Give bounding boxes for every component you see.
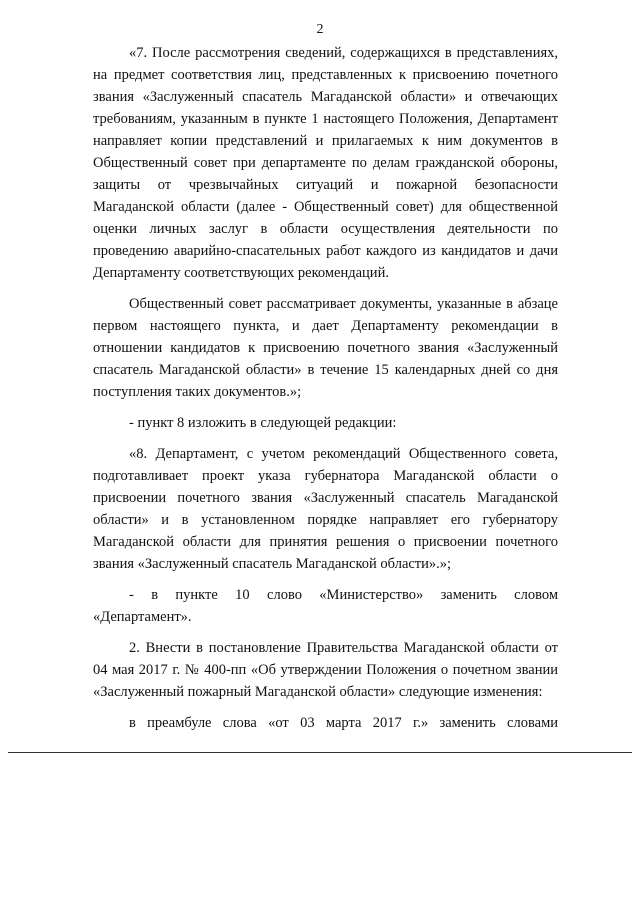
paragraph-clause-8: «8. Департамент, с учетом рекомендаций Общественного совета, подготавливает проект указа губернатора Магаданской области о присвоении почетного звания «Заслуженный спасатель Магаданской области» и в установленном порядке направляет его губернатору Магаданской области для принятия решения о присвоении почетного звания «Заслуженный спасатель Магаданской области».»; bbox=[93, 446, 558, 572]
paragraph-public-council: Общественный совет рассматривает документы, указанные в абзаце первом настоящего пункта, и дает Департаменту рекомендации в отношении кандидатов к присвоению почетного звания «Заслуженный спасатель Магаданской области» в течение 15 календарных дней со дня поступления таких документов.»; bbox=[93, 296, 558, 400]
document-body bbox=[93, 42, 558, 743]
page-number: 2 bbox=[316, 22, 324, 37]
footer-divider bbox=[8, 752, 632, 753]
paragraph-section-2: 2. Внести в постановление Правительства Магаданской области от 04 мая 2017 г. № 400-пп «Об утверждении Положения о почетном звании «Заслуженный пожарный Магаданской области» следующие изменения: bbox=[93, 640, 558, 700]
paragraph-preamble: в преамбуле слова «от 03 марта 2017 г.» заменить словами bbox=[129, 715, 558, 731]
paragraph-clause-8-intro: - пункт 8 изложить в следующей редакции: bbox=[129, 415, 397, 431]
paragraph-clause-7: «7. После рассмотрения сведений, содержащихся в представлениях, на предмет соответствия лиц, представленных к присвоению почетного звания «Заслуженный спасатель Магаданской области» и отвечающих требованиям, указанным в пункте 1 настоящего Положения, Департамент направляет копии представлений и прилагаемых к ним документов в Общественный совет при департаменте по делам гражданской обороны, защиты от чрезвычайных ситуаций и пожарной безопасности Магаданской области (далее - Общественный совет) для общественной оценки личных заслуг в области осуществления деятельности по проведению аварийно-спасательных работ каждого из кандидатов и дачи Департаменту соответствующих рекомендаций. bbox=[93, 45, 558, 281]
paragraph-clause-10: - в пункте 10 слово «Министерство» заменить словом «Департамент». bbox=[93, 587, 558, 625]
